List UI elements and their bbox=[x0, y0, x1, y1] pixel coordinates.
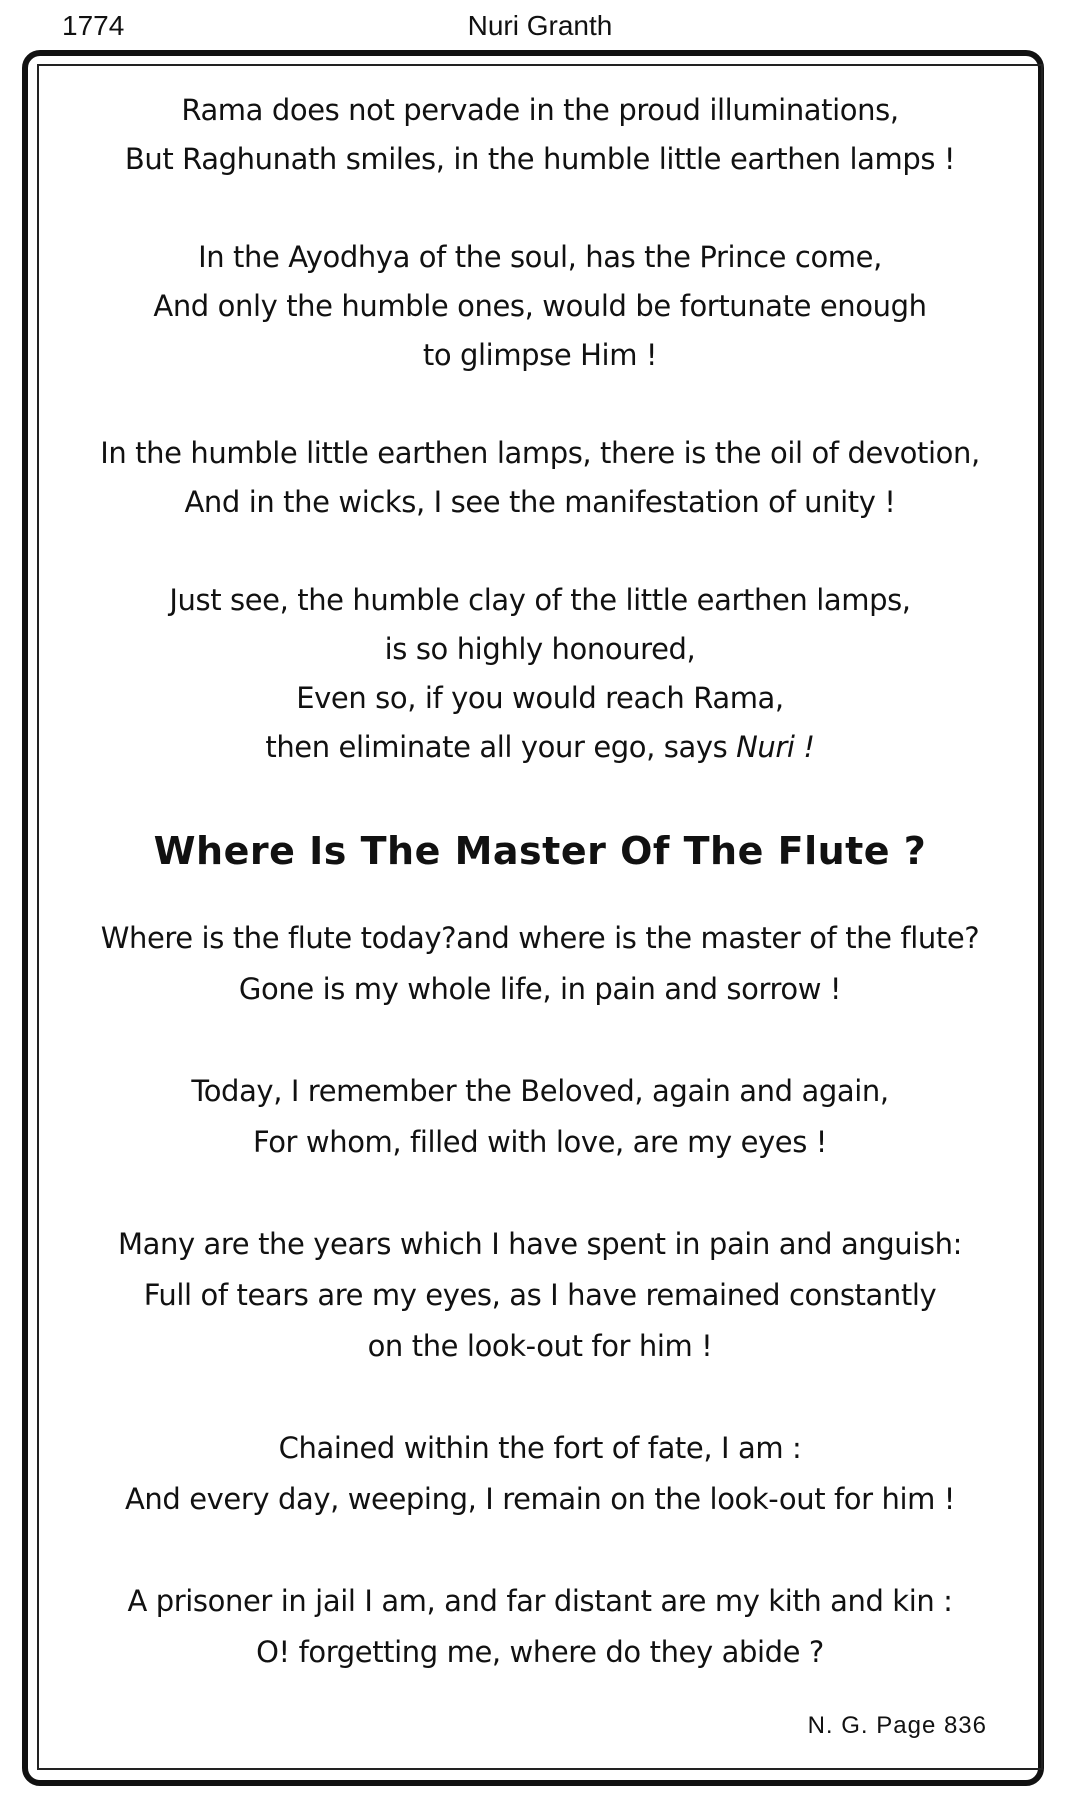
verse-line: on the look-out for him ! bbox=[367, 1329, 713, 1363]
verse-line: Gone is my whole life, in pain and sorrow ! bbox=[238, 972, 842, 1006]
verse-line: Rama does not pervade in the proud illuminations, bbox=[181, 93, 899, 127]
page-number: 1774 bbox=[62, 10, 125, 41]
poem-title: Where Is The Master Of The Flute ? bbox=[153, 829, 927, 873]
poem-flute bbox=[37, 913, 1043, 1678]
stanza bbox=[37, 913, 1043, 1015]
stanza bbox=[37, 233, 1043, 380]
poem-diwali bbox=[37, 86, 1043, 772]
verse-line: Chained within the fort of fate, I am : bbox=[278, 1431, 802, 1465]
verse-line: is so highly honoured, bbox=[384, 632, 696, 666]
verse-line: Many are the years which I have spent in pain and anguish: bbox=[118, 1227, 962, 1261]
stanza bbox=[37, 86, 1043, 184]
running-head: Nuri Granth bbox=[467, 10, 613, 41]
verse-line: In the humble little earthen lamps, there is the oil of devotion, bbox=[100, 436, 980, 470]
verse-line: In the Ayodhya of the soul, has the Prince come, bbox=[198, 240, 882, 274]
stanza bbox=[37, 1423, 1043, 1525]
page-reference: N. G. Page 836 bbox=[807, 1712, 987, 1739]
verse-line: And every day, weeping, I remain on the look-out for him ! bbox=[124, 1482, 956, 1516]
poet-name: Nuri ! bbox=[736, 730, 815, 764]
stanza bbox=[37, 1066, 1043, 1168]
stanza bbox=[37, 1576, 1043, 1678]
stanza bbox=[37, 576, 1043, 772]
verse-line: But Raghunath smiles, in the humble little earthen lamps ! bbox=[124, 142, 956, 176]
verse-line: Just see, the humble clay of the little earthen lamps, bbox=[169, 583, 911, 617]
stanza bbox=[37, 1219, 1043, 1372]
verse-line: Full of tears are my eyes, as I have remained constantly bbox=[143, 1278, 937, 1312]
verse-line: And only the humble ones, would be fortunate enough bbox=[153, 289, 927, 323]
verse-line: A prisoner in jail I am, and far distant are my kith and kin : bbox=[127, 1584, 953, 1618]
verse-line: to glimpse Him ! bbox=[422, 338, 658, 372]
verse-line: For whom, filled with love, are my eyes ! bbox=[252, 1125, 828, 1159]
verse-line: Even so, if you would reach Rama, bbox=[296, 681, 784, 715]
verse-line-closing bbox=[37, 723, 1043, 772]
closing-text: then eliminate all your ego, says bbox=[265, 730, 737, 764]
verse-line: Today, I remember the Beloved, again and again, bbox=[191, 1074, 889, 1108]
verse-line: Where is the flute today?and where is the master of the flute? bbox=[100, 921, 980, 955]
verse-line: And in the wicks, I see the manifestation of unity ! bbox=[184, 485, 896, 519]
page-content bbox=[37, 86, 1043, 1729]
verse-line: O! forgetting me, where do they abide ? bbox=[256, 1635, 824, 1669]
stanza bbox=[37, 429, 1043, 527]
